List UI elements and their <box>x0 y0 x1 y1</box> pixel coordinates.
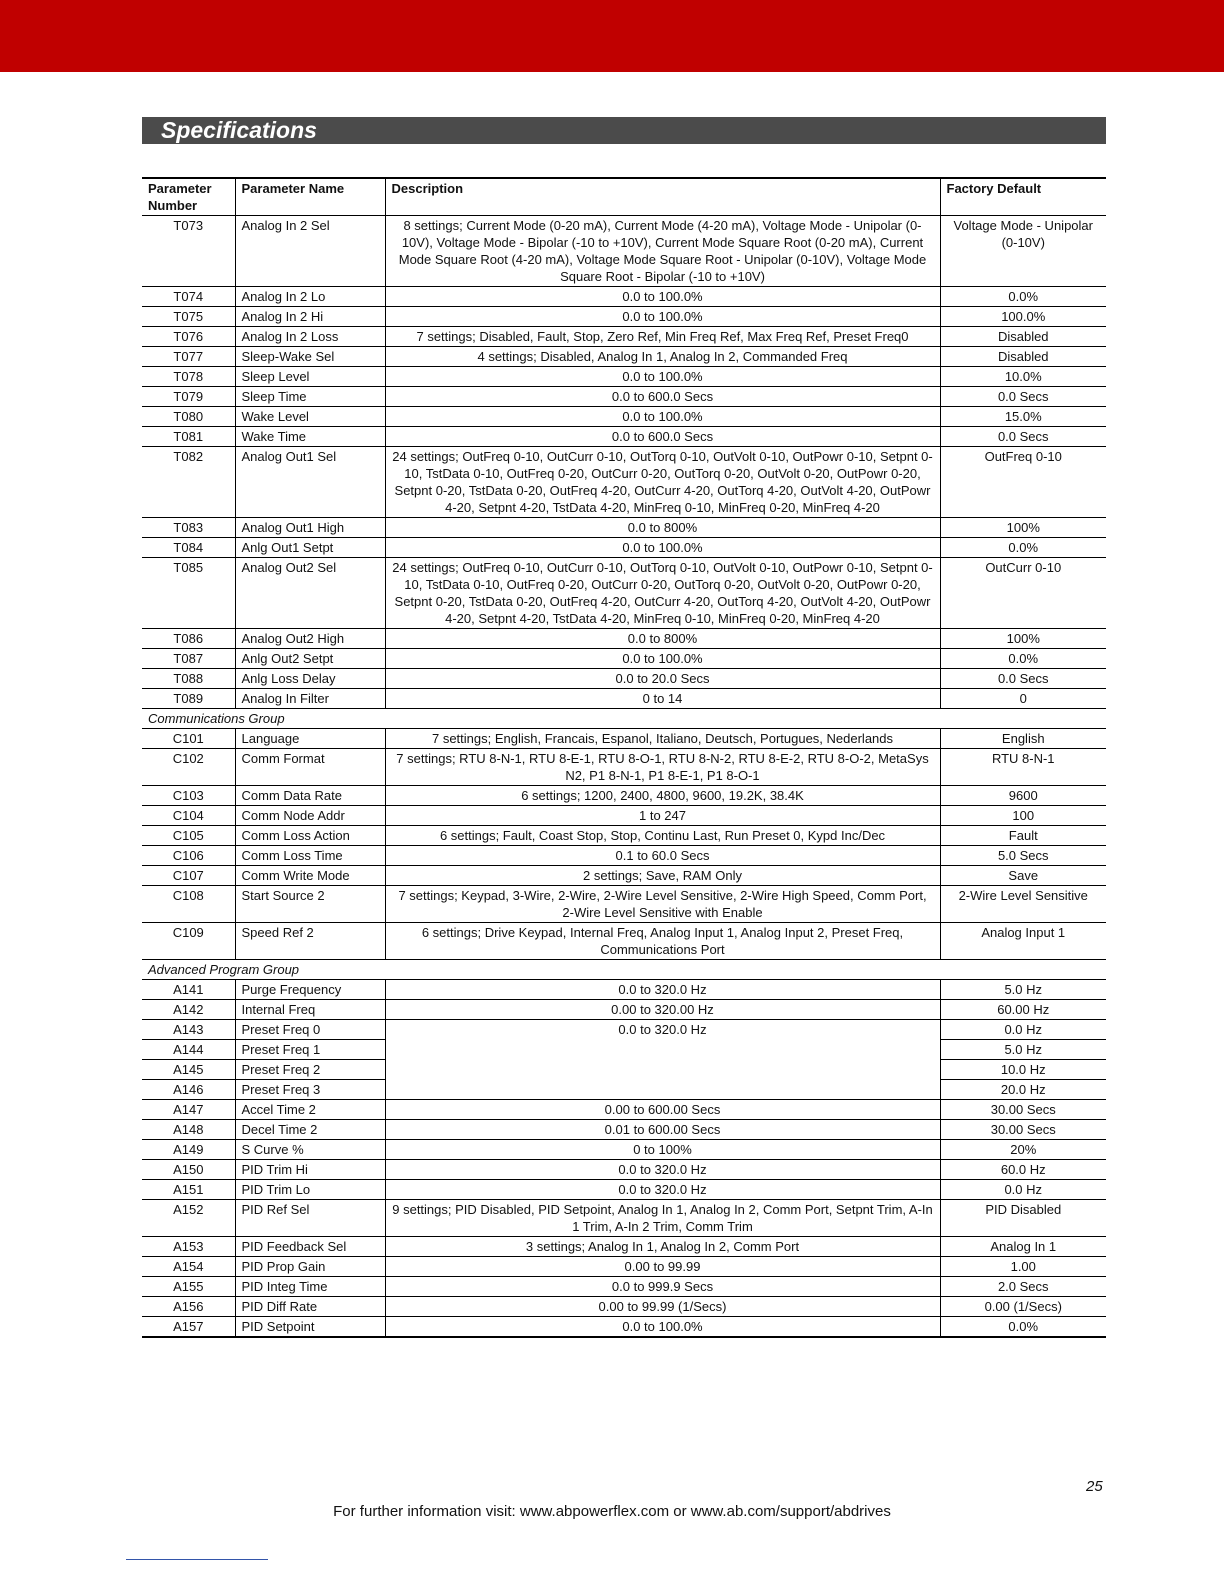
parameter-number: T086 <box>142 629 235 649</box>
table-row <box>142 538 1106 558</box>
parameter-description: 0.0 to 600.0 Secs <box>385 427 940 447</box>
parameter-name: Analog Out2 High <box>235 629 385 649</box>
parameter-name: Anlg Out2 Setpt <box>235 649 385 669</box>
parameter-number: A156 <box>142 1297 235 1317</box>
parameter-name: Anlg Loss Delay <box>235 669 385 689</box>
table-row <box>142 1257 1106 1277</box>
factory-default: 2-Wire Level Sensitive <box>940 886 1106 923</box>
factory-default: Disabled <box>940 347 1106 367</box>
parameter-number: A143 <box>142 1020 235 1040</box>
table-row <box>142 1277 1106 1297</box>
parameter-name: Wake Time <box>235 427 385 447</box>
table-header-row <box>142 178 1106 216</box>
factory-default: 10.0 Hz <box>940 1060 1106 1080</box>
table-row <box>142 749 1106 786</box>
parameter-name: Preset Freq 2 <box>235 1060 385 1080</box>
parameter-number: C105 <box>142 826 235 846</box>
parameter-number: A150 <box>142 1160 235 1180</box>
parameter-name: Comm Loss Action <box>235 826 385 846</box>
factory-default: 60.00 Hz <box>940 1000 1106 1020</box>
parameter-name: Wake Level <box>235 407 385 427</box>
parameter-name: Analog Out1 Sel <box>235 447 385 518</box>
parameter-name: PID Integ Time <box>235 1277 385 1297</box>
parameter-description: 7 settings; Disabled, Fault, Stop, Zero Ref, Min Freq Ref, Max Freq Ref, Preset Freq0 <box>385 327 940 347</box>
factory-default: 30.00 Secs <box>940 1120 1106 1140</box>
parameter-number: T084 <box>142 538 235 558</box>
parameter-name: Analog Out2 Sel <box>235 558 385 629</box>
factory-default: 0.0 Hz <box>940 1180 1106 1200</box>
parameter-description: 0.00 to 99.99 (1/Secs) <box>385 1297 940 1317</box>
factory-default: 0.0 Secs <box>940 669 1106 689</box>
column-header-description: Description <box>385 178 940 216</box>
factory-default: 0 <box>940 689 1106 709</box>
factory-default: 0.0 Secs <box>940 427 1106 447</box>
parameter-description: 2 settings; Save, RAM Only <box>385 866 940 886</box>
parameter-name: Comm Data Rate <box>235 786 385 806</box>
parameter-description: 6 settings; 1200, 2400, 4800, 9600, 19.2K, 38.4K <box>385 786 940 806</box>
parameter-name: Analog In 2 Sel <box>235 216 385 287</box>
parameter-description: 0.0 to 100.0% <box>385 287 940 307</box>
table-row <box>142 327 1106 347</box>
parameter-description: 0.01 to 600.00 Secs <box>385 1120 940 1140</box>
top-red-bar <box>0 0 1224 72</box>
parameter-number: C109 <box>142 923 235 960</box>
parameter-number: T080 <box>142 407 235 427</box>
parameter-number: C101 <box>142 729 235 749</box>
parameter-description: 0 to 100% <box>385 1140 940 1160</box>
parameter-name: Anlg Out1 Setpt <box>235 538 385 558</box>
table-row <box>142 729 1106 749</box>
parameter-number: A147 <box>142 1100 235 1120</box>
parameter-name: PID Prop Gain <box>235 1257 385 1277</box>
parameter-description: 0.0 to 600.0 Secs <box>385 387 940 407</box>
parameter-name: S Curve % <box>235 1140 385 1160</box>
parameter-number: T082 <box>142 447 235 518</box>
parameter-number: C107 <box>142 866 235 886</box>
factory-default: OutFreq 0-10 <box>940 447 1106 518</box>
parameter-number: A144 <box>142 1040 235 1060</box>
table-row <box>142 1200 1106 1237</box>
factory-default: 20% <box>940 1140 1106 1160</box>
factory-default: OutCurr 0-10 <box>940 558 1106 629</box>
parameter-name: Analog Out1 High <box>235 518 385 538</box>
parameter-name: Comm Loss Time <box>235 846 385 866</box>
factory-default: Save <box>940 866 1106 886</box>
parameter-number: C108 <box>142 886 235 923</box>
parameter-description: 0.0 to 100.0% <box>385 1317 940 1338</box>
parameter-name: Comm Format <box>235 749 385 786</box>
parameter-number: T088 <box>142 669 235 689</box>
parameter-number: T076 <box>142 327 235 347</box>
parameter-name: Sleep Level <box>235 367 385 387</box>
parameter-number: A142 <box>142 1000 235 1020</box>
table-row <box>142 980 1106 1000</box>
factory-default: RTU 8-N-1 <box>940 749 1106 786</box>
factory-default: Fault <box>940 826 1106 846</box>
parameter-description: 0.0 to 800% <box>385 629 940 649</box>
factory-default: 100% <box>940 518 1106 538</box>
group-heading: Advanced Program Group <box>142 960 1106 980</box>
factory-default: Analog Input 1 <box>940 923 1106 960</box>
table-row <box>142 806 1106 826</box>
table-row <box>142 387 1106 407</box>
parameter-description: 24 settings; OutFreq 0-10, OutCurr 0-10, OutTorq 0-10, OutVolt 0-10, OutPowr 0-10, Setpnt 0-10, TstData 0-10, OutFreq 0-20, OutCurr 0-20, OutTorq 0-20, OutVolt 0-20, OutPowr 0-20, Setpnt 0-20, TstData 0-20, OutFreq 4-20, OutCurr 4-20, OutTorq 4-20, OutVolt 4-20, OutPowr 4-20, Setpnt 4-20, TstData 4-20, MinFreq 0-10, MinFreq 0-20, MinFreq 4-20 <box>385 447 940 518</box>
parameter-name: Internal Freq <box>235 1000 385 1020</box>
parameter-description: 0.0 to 100.0% <box>385 367 940 387</box>
factory-default: 15.0% <box>940 407 1106 427</box>
table-row <box>142 518 1106 538</box>
parameter-name: Preset Freq 1 <box>235 1040 385 1060</box>
parameter-number: A151 <box>142 1180 235 1200</box>
parameter-name: Analog In 2 Loss <box>235 327 385 347</box>
parameter-name: Preset Freq 0 <box>235 1020 385 1040</box>
parameter-name: PID Ref Sel <box>235 1200 385 1237</box>
parameter-number: A154 <box>142 1257 235 1277</box>
parameter-description: 1 to 247 <box>385 806 940 826</box>
parameter-number: T077 <box>142 347 235 367</box>
parameter-description: 24 settings; OutFreq 0-10, OutCurr 0-10, OutTorq 0-10, OutVolt 0-10, OutPowr 0-10, Setpnt 0-10, TstData 0-10, OutFreq 0-20, OutCurr 0-20, OutTorq 0-20, OutVolt 0-20, OutPowr 0-20, Setpnt 0-20, TstData 0-20, OutFreq 4-20, OutCurr 4-20, OutTorq 4-20, OutVolt 4-20, OutPowr 4-20, Setpnt 4-20, TstData 4-20, MinFreq 0-10, MinFreq 0-20, MinFreq 4-20 <box>385 558 940 629</box>
factory-default: Analog In 1 <box>940 1237 1106 1257</box>
factory-default: 20.0 Hz <box>940 1080 1106 1100</box>
factory-default: 5.0 Secs <box>940 846 1106 866</box>
parameter-description: 9 settings; PID Disabled, PID Setpoint, Analog In 1, Analog In 2, Comm Port, Setpnt Trim, A-In 1 Trim, A-In 2 Trim, Comm Trim <box>385 1200 940 1237</box>
parameter-description: 0.0 to 100.0% <box>385 649 940 669</box>
parameter-name: Sleep Time <box>235 387 385 407</box>
page-number: 25 <box>1086 1478 1103 1495</box>
table-row <box>142 669 1106 689</box>
parameter-number: C103 <box>142 786 235 806</box>
parameter-number: T074 <box>142 287 235 307</box>
table-row <box>142 447 1106 518</box>
parameter-name: Language <box>235 729 385 749</box>
factory-default: 100.0% <box>940 307 1106 327</box>
factory-default: 0.0% <box>940 649 1106 669</box>
table-row <box>142 1100 1106 1120</box>
table-row <box>142 923 1106 960</box>
table-row <box>142 427 1106 447</box>
parameter-number: C106 <box>142 846 235 866</box>
parameter-description: 0.0 to 800% <box>385 518 940 538</box>
table-row <box>142 846 1106 866</box>
factory-default: 100 <box>940 806 1106 826</box>
table-row <box>142 1297 1106 1317</box>
factory-default: 10.0% <box>940 367 1106 387</box>
table-row <box>142 826 1106 846</box>
table-row <box>142 287 1106 307</box>
parameter-name: Start Source 2 <box>235 886 385 923</box>
table-row <box>142 558 1106 629</box>
parameter-number: T075 <box>142 307 235 327</box>
parameter-number: A148 <box>142 1120 235 1140</box>
table-row <box>142 1000 1106 1020</box>
table-row <box>142 1237 1106 1257</box>
table-row <box>142 629 1106 649</box>
parameter-name: PID Trim Lo <box>235 1180 385 1200</box>
parameter-number: T079 <box>142 387 235 407</box>
parameter-number: T089 <box>142 689 235 709</box>
footer-rule <box>126 1559 268 1560</box>
parameter-description: 0.00 to 320.00 Hz <box>385 1000 940 1020</box>
parameter-name: PID Trim Hi <box>235 1160 385 1180</box>
factory-default: Voltage Mode - Unipolar (0-10V) <box>940 216 1106 287</box>
parameter-description: 6 settings; Drive Keypad, Internal Freq, Analog Input 1, Analog Input 2, Preset Freq, Communications Port <box>385 923 940 960</box>
table-row <box>142 347 1106 367</box>
table-row <box>142 407 1106 427</box>
factory-default: PID Disabled <box>940 1200 1106 1237</box>
section-title: Specifications <box>142 117 1106 144</box>
parameter-name: PID Setpoint <box>235 1317 385 1338</box>
parameter-description: 0.0 to 100.0% <box>385 538 940 558</box>
parameter-number: A155 <box>142 1277 235 1297</box>
factory-default: 30.00 Secs <box>940 1100 1106 1120</box>
parameter-description: 0.0 to 100.0% <box>385 307 940 327</box>
parameter-name: Speed Ref 2 <box>235 923 385 960</box>
parameter-name: Accel Time 2 <box>235 1100 385 1120</box>
parameter-name: Comm Node Addr <box>235 806 385 826</box>
parameter-description: 0.0 to 320.0 Hz <box>385 1160 940 1180</box>
parameter-name: Purge Frequency <box>235 980 385 1000</box>
parameter-number: A146 <box>142 1080 235 1100</box>
factory-default: 0.00 (1/Secs) <box>940 1297 1106 1317</box>
factory-default: 5.0 Hz <box>940 1040 1106 1060</box>
table-row <box>142 689 1106 709</box>
parameter-description: 3 settings; Analog In 1, Analog In 2, Comm Port <box>385 1237 940 1257</box>
factory-default: 2.0 Secs <box>940 1277 1106 1297</box>
parameter-number: A152 <box>142 1200 235 1237</box>
parameter-name: PID Feedback Sel <box>235 1237 385 1257</box>
factory-default: 1.00 <box>940 1257 1106 1277</box>
factory-default: 5.0 Hz <box>940 980 1106 1000</box>
factory-default: Disabled <box>940 327 1106 347</box>
table-row <box>142 367 1106 387</box>
parameter-description: 0.00 to 600.00 Secs <box>385 1100 940 1120</box>
parameter-description: 0.00 to 99.99 <box>385 1257 940 1277</box>
factory-default: 100% <box>940 629 1106 649</box>
column-header-parameter-number: Parameter Number <box>142 178 235 216</box>
parameter-description: 0.0 to 999.9 Secs <box>385 1277 940 1297</box>
specifications-table <box>142 177 1106 1338</box>
parameter-number: T073 <box>142 216 235 287</box>
table-row <box>142 649 1106 669</box>
table-row <box>142 1160 1106 1180</box>
factory-default: 0.0% <box>940 1317 1106 1338</box>
factory-default: English <box>940 729 1106 749</box>
parameter-description: 7 settings; Keypad, 3-Wire, 2-Wire, 2-Wire Level Sensitive, 2-Wire High Speed, Comm Port, 2-Wire Level Sensitive with Enable <box>385 886 940 923</box>
factory-default: 0.0 Hz <box>940 1020 1106 1040</box>
parameter-description: 0.0 to 20.0 Secs <box>385 669 940 689</box>
parameter-name: PID Diff Rate <box>235 1297 385 1317</box>
parameter-number: A145 <box>142 1060 235 1080</box>
factory-default: 0.0 Secs <box>940 387 1106 407</box>
parameter-description: 0.0 to 320.0 Hz <box>385 980 940 1000</box>
parameter-number: C104 <box>142 806 235 826</box>
footer-text: For further information visit: www.abpowerflex.com or www.ab.com/support/abdrives <box>333 1503 891 1520</box>
factory-default: 0.0% <box>940 287 1106 307</box>
parameter-description: 0.0 to 320.0 Hz <box>385 1020 940 1100</box>
parameter-number: T085 <box>142 558 235 629</box>
column-header-parameter-name: Parameter Name <box>235 178 385 216</box>
parameter-description: 0.0 to 100.0% <box>385 407 940 427</box>
table-row <box>142 866 1106 886</box>
table-body <box>142 216 1106 1338</box>
parameter-name: Decel Time 2 <box>235 1120 385 1140</box>
table-row <box>142 1020 1106 1040</box>
parameter-description: 0.1 to 60.0 Secs <box>385 846 940 866</box>
parameter-name: Comm Write Mode <box>235 866 385 886</box>
factory-default: 60.0 Hz <box>940 1160 1106 1180</box>
parameter-description: 0.0 to 320.0 Hz <box>385 1180 940 1200</box>
parameter-number: T078 <box>142 367 235 387</box>
table-row <box>142 1180 1106 1200</box>
parameter-description: 4 settings; Disabled, Analog In 1, Analog In 2, Commanded Freq <box>385 347 940 367</box>
parameter-number: T087 <box>142 649 235 669</box>
group-heading: Communications Group <box>142 709 1106 729</box>
parameter-number: T081 <box>142 427 235 447</box>
table-row <box>142 216 1106 287</box>
table-row <box>142 1140 1106 1160</box>
parameter-number: C102 <box>142 749 235 786</box>
parameter-name: Preset Freq 3 <box>235 1080 385 1100</box>
parameter-description: 7 settings; RTU 8-N-1, RTU 8-E-1, RTU 8-O-1, RTU 8-N-2, RTU 8-E-2, RTU 8-O-2, MetaSys N2, P1 8-N-1, P1 8-E-1, P1 8-O-1 <box>385 749 940 786</box>
parameter-number: T083 <box>142 518 235 538</box>
parameter-description: 7 settings; English, Francais, Espanol, Italiano, Deutsch, Portugues, Nederlands <box>385 729 940 749</box>
table-row <box>142 307 1106 327</box>
parameter-description: 8 settings; Current Mode (0-20 mA), Current Mode (4-20 mA), Voltage Mode - Unipolar (0-10V), Voltage Mode - Bipolar (-10 to +10V), Current Mode Square Root (0-20 mA), Current Mode Square Root (4-20 mA), Voltage Mode Square Root - Unipolar (0-10V), Voltage Mode Square Root - Bipolar (-10 to +10V) <box>385 216 940 287</box>
table-row <box>142 1317 1106 1338</box>
parameter-name: Analog In 2 Hi <box>235 307 385 327</box>
table-row <box>142 1120 1106 1140</box>
group-heading-row <box>142 709 1106 729</box>
parameter-number: A157 <box>142 1317 235 1338</box>
parameter-description: 0 to 14 <box>385 689 940 709</box>
factory-default: 9600 <box>940 786 1106 806</box>
group-heading-row <box>142 960 1106 980</box>
parameter-number: A149 <box>142 1140 235 1160</box>
table-row <box>142 786 1106 806</box>
factory-default: 0.0% <box>940 538 1106 558</box>
parameter-name: Analog In Filter <box>235 689 385 709</box>
column-header-factory-default: Factory Default <box>940 178 1106 216</box>
parameter-number: A153 <box>142 1237 235 1257</box>
parameter-description: 6 settings; Fault, Coast Stop, Stop, Continu Last, Run Preset 0, Kypd Inc/Dec <box>385 826 940 846</box>
parameter-name: Sleep-Wake Sel <box>235 347 385 367</box>
table-row <box>142 886 1106 923</box>
parameter-number: A141 <box>142 980 235 1000</box>
parameter-name: Analog In 2 Lo <box>235 287 385 307</box>
